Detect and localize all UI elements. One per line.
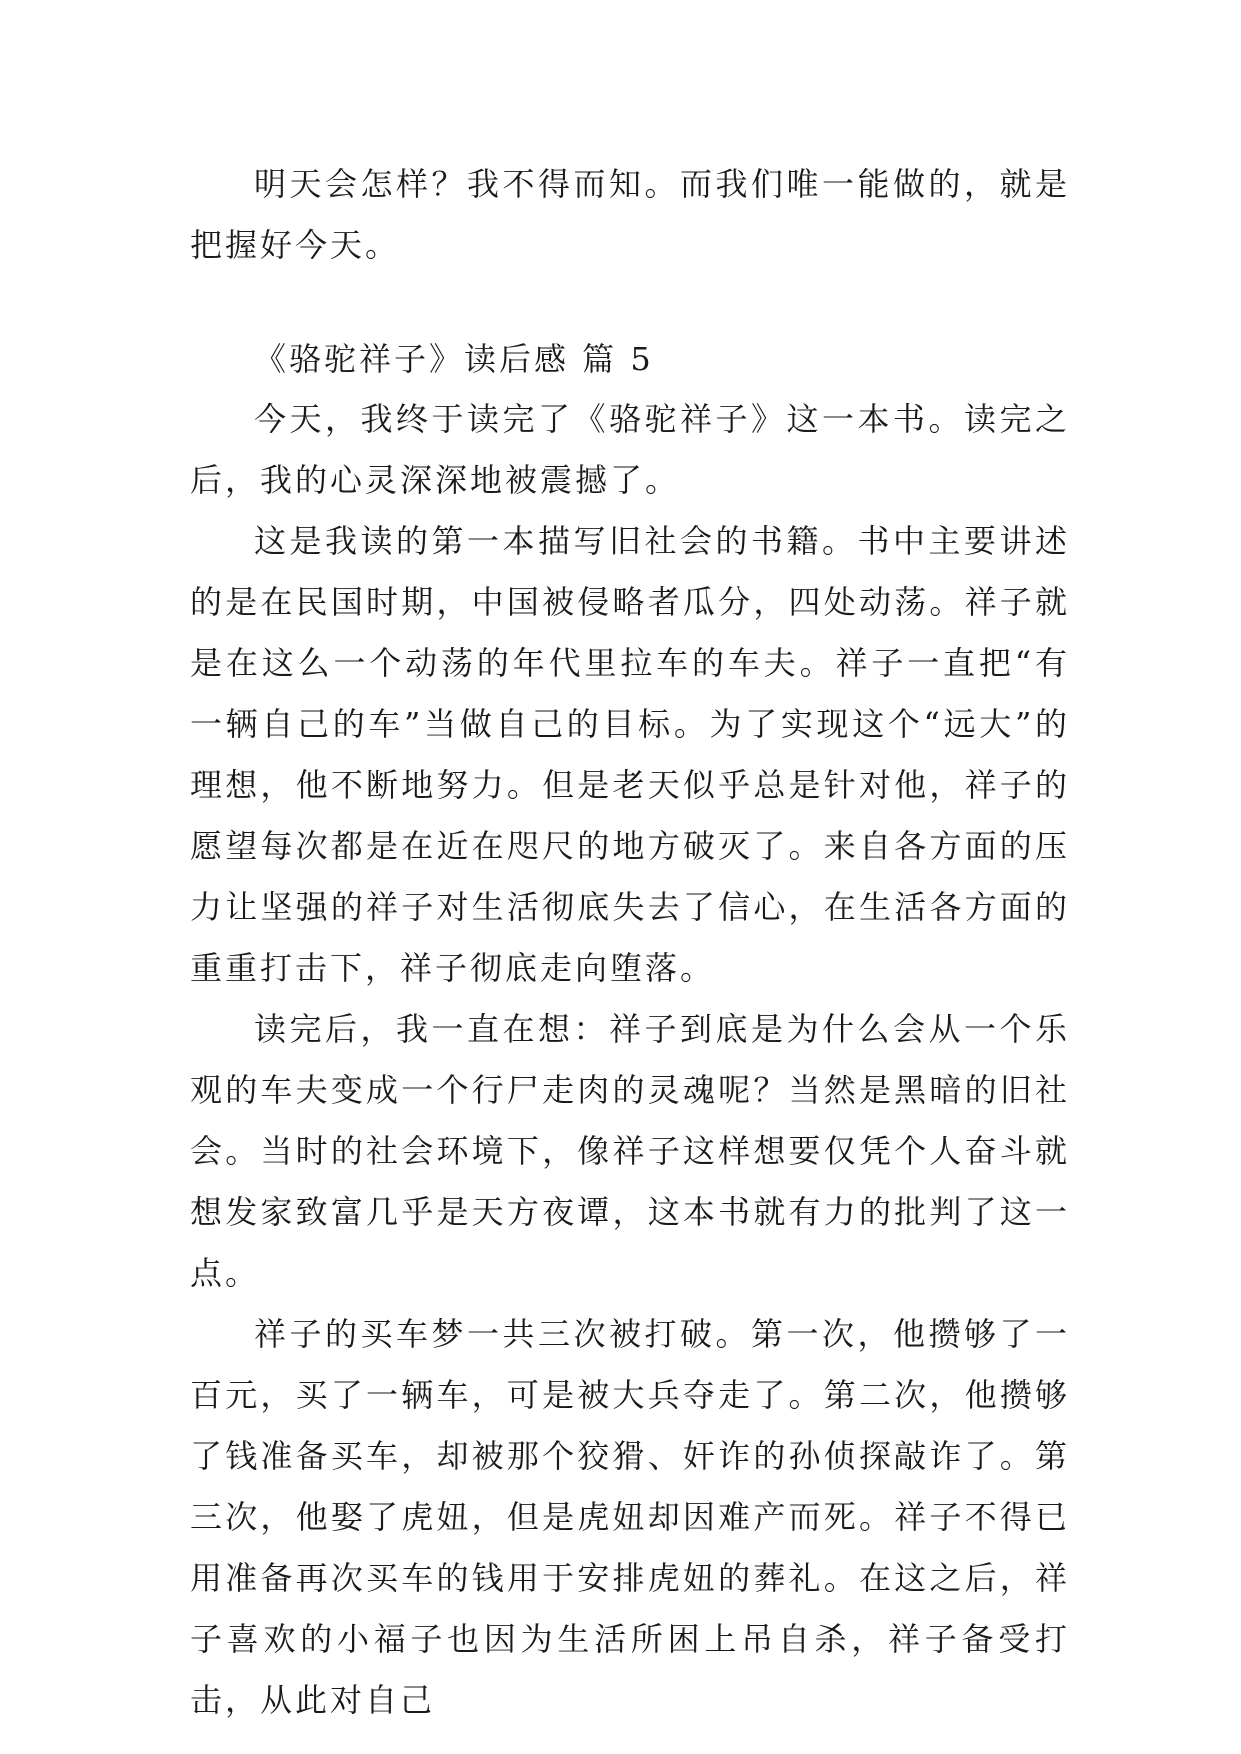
paragraph-1: 今天，我终于读完了《骆驼祥子》这一本书。读完之后，我的心灵深深地被震撼了。 <box>190 400 1070 499</box>
paragraph-3: 读完后，我一直在想：祥子到底是为什么会从一个乐观的车夫变成一个行尸走肉的灵魂呢？当然是黑暗的旧社会。当时的社会环境下，像祥子这样想要仅凭个人奋斗就想发家致富几乎是天方夜谭，这本书就有力的批判了这一点。 <box>190 1010 1070 1292</box>
intro-paragraph-block <box>190 154 1070 276</box>
body-text <box>190 389 1070 1731</box>
paragraph-2: 这是我读的第一本描写旧社会的书籍。书中主要讲述的是在民国时期，中国被侵略者瓜分，四处动荡。祥子就是在这么一个动荡的年代里拉车的车夫。祥子一直把“有一辆自己的车”当做自己的目标。为了实现这个“远大”的理想，他不断地努力。但是老天似乎总是针对他，祥子的愿望每次都是在近在咫尺的地方破灭了。来自各方面的压力让坚强的祥子对生活彻底失去了信心，在生活各方面的重重打击下，祥子彻底走向堕落。 <box>190 522 1070 987</box>
intro-paragraph: 明天会怎样？我不得而知。而我们唯一能做的，就是把握好今天。 <box>190 165 1070 264</box>
paragraph-4: 祥子的买车梦一共三次被打破。第一次，他攒够了一百元，买了一辆车，可是被大兵夺走了。第二次，他攒够了钱准备买车，却被那个狡猾、奸诈的孙侦探敲诈了。第三次，他娶了虎妞，但是虎妞却因难产而死。祥子不得已用准备再次买车的钱用于安排虎妞的葬礼。在这之后，祥子喜欢的小福子也因为生活所困上吊自杀，祥子备受打击，从此对自己 <box>190 1315 1070 1719</box>
section-heading: 《骆驼祥子》读后感 篇 5 <box>254 340 654 378</box>
